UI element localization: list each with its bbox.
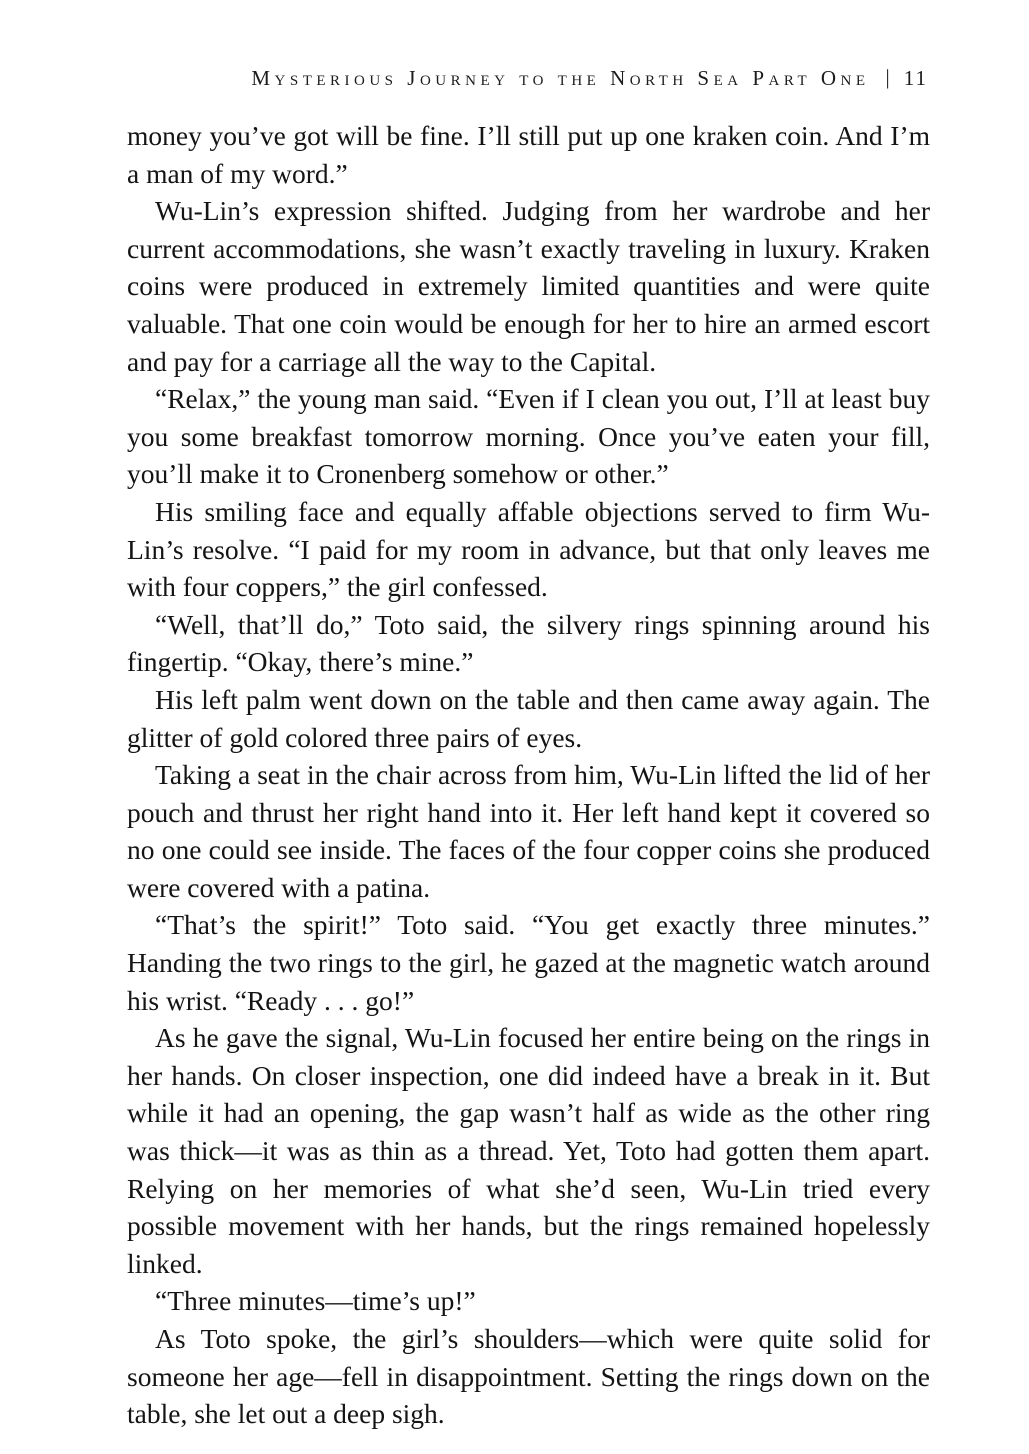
paragraph: As he gave the signal, Wu-Lin focused her entire being on the rings in her hands. On closer inspection, one did indeed have a break in it. But while it had an opening, the gap wasn’t half as wide as the other ring was thick—it was as thin as a thread. Yet, Toto had gotten them apart. Relying on her memories of what she’d seen, Wu-Lin tried every possible movement with her hands, but the rings remained hopelessly linked. <box>127 1022 930 1279</box>
book-title: Mysterious Journey to the North Sea Part One <box>251 66 870 90</box>
paragraph: “Three minutes—time’s up!” <box>155 1285 476 1317</box>
running-header <box>127 66 928 91</box>
paragraph: His smiling face and equally affable objections served to firm Wu-Lin’s resolve. “I paid for my room in advance, but that only leaves me with four coppers,” the girl confessed. <box>127 495 930 603</box>
page-number: 11 <box>903 66 928 90</box>
paragraph: “Well, that’ll do,” Toto said, the silvery rings spinning around his fingertip. “Okay, there’s mine.” <box>127 608 930 678</box>
paragraph: “That’s the spirit!” Toto said. “You get exactly three minutes.” Handing the two rings to the girl, he gazed at the magnetic watch around his wrist. “Ready . . . go!” <box>127 909 930 1016</box>
paragraph: “Relax,” the young man said. “Even if I clean you out, I’ll at least buy you some breakfast tomorrow morning. Once you’ve eaten your fill, you’ll make it to Cronenberg somehow or other.” <box>127 383 930 490</box>
page-body <box>127 117 930 1433</box>
header-separator: | <box>885 65 890 89</box>
paragraph: Wu-Lin’s expression shifted. Judging from her wardrobe and her current accommodations, she wasn’t exactly traveling in luxury. Kraken coins were produced in extremely limited quantities and were quite valuable. That one coin would be enough for her to hire an armed escort and pay for a carriage all the way to the Capital. <box>127 195 930 377</box>
paragraph: His left palm went down on the table and then came away again. The glitter of gold colored three pairs of eyes. <box>127 683 930 753</box>
paragraph: Taking a seat in the chair across from him, Wu-Lin lifted the lid of her pouch and thrust her right hand into it. Her left hand kept it covered so no one could see inside. The faces of the four copper coins she produced were covered with a patina. <box>127 759 930 903</box>
paragraph: money you’ve got will be fine. I’ll still put up one kraken coin. And I’m a man of my word.” <box>127 120 930 189</box>
paragraph: As Toto spoke, the girl’s shoulders—which were quite solid for someone her age—fell in disappointment. Setting the rings down on the table, she let out a deep sigh. <box>127 1323 930 1430</box>
